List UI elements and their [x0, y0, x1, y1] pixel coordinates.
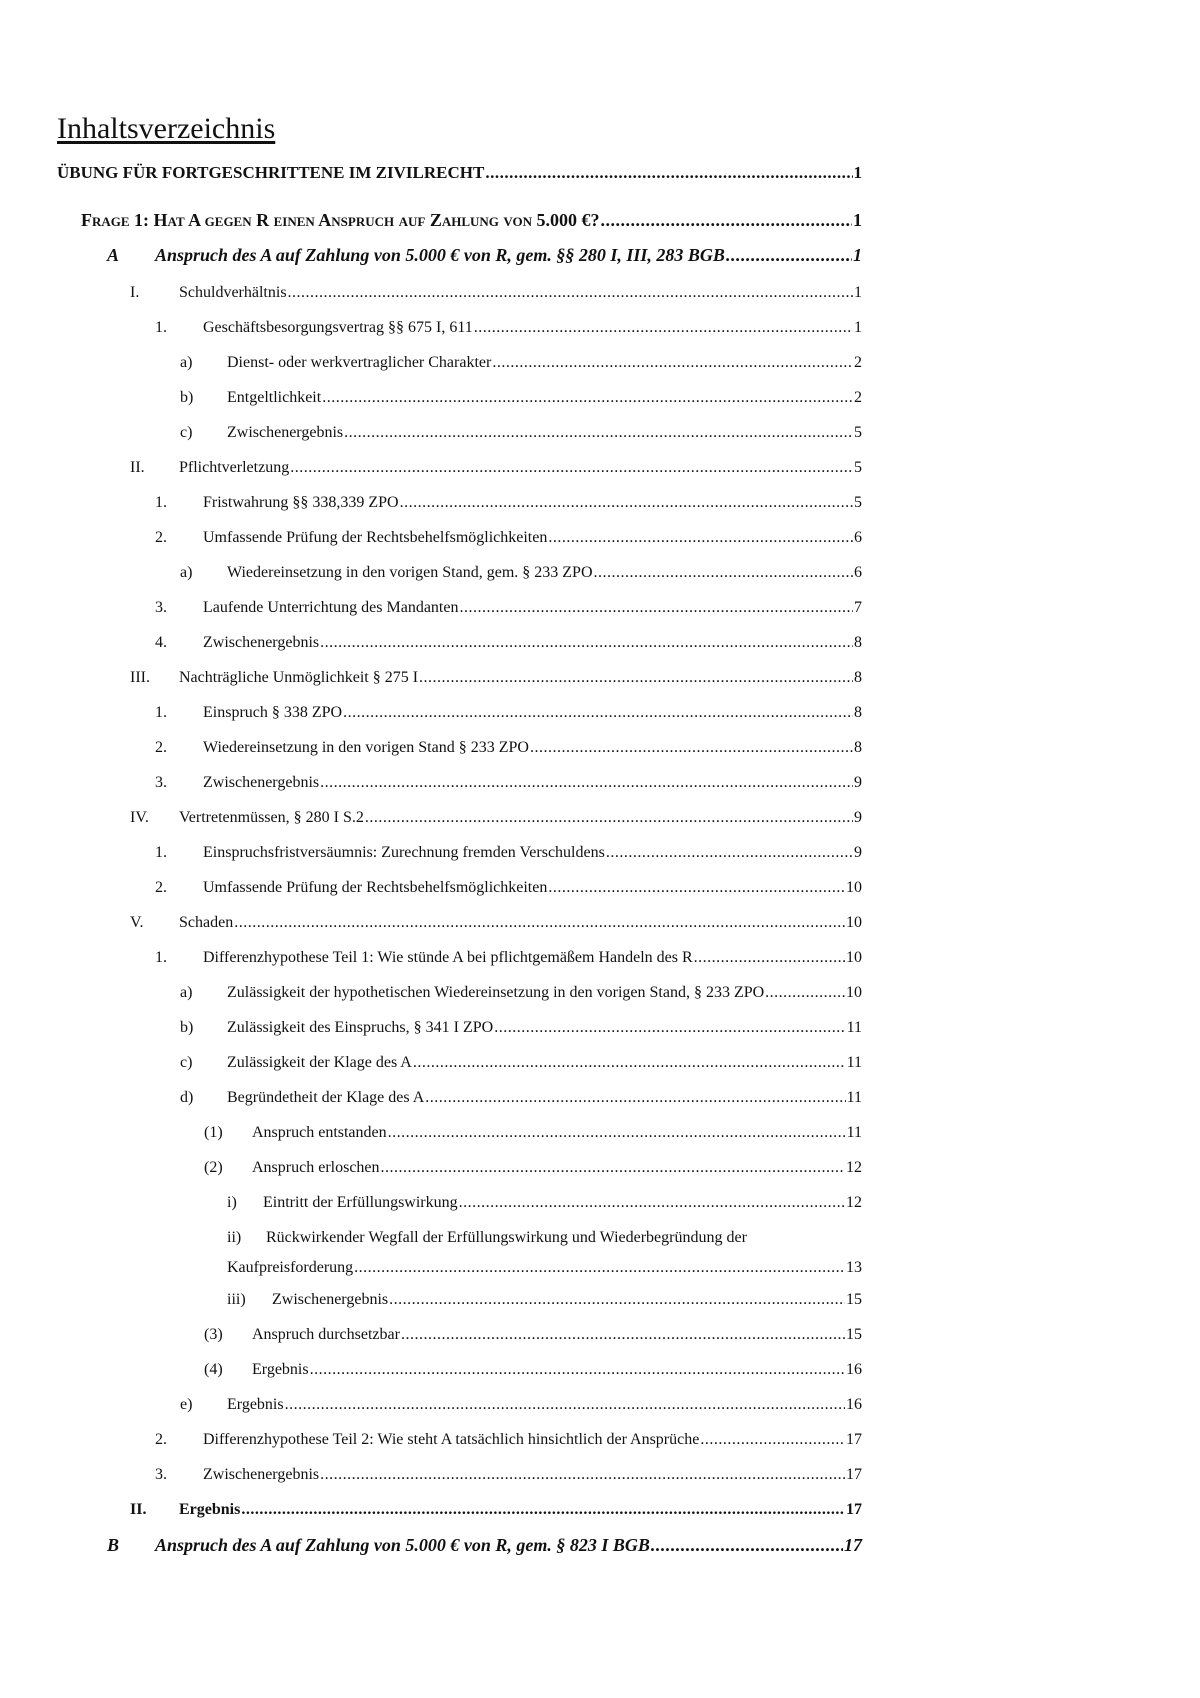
- toc-entry[interactable]: [179, 808, 862, 828]
- toc-entry-number: 1.: [155, 844, 167, 861]
- toc-entry[interactable]: [203, 878, 862, 898]
- toc-page-number: 5: [854, 459, 862, 476]
- toc-dot-leader: [322, 388, 853, 408]
- toc-dot-leader: [343, 703, 853, 723]
- toc-page-number: 1: [853, 163, 862, 182]
- toc-entry-text: Pflichtverletzung: [179, 459, 290, 476]
- toc-entry-text: Umfassende Prüfung der Rechtsbehelfsmöglichkeiten: [203, 879, 548, 896]
- toc-dot-leader: [401, 1325, 845, 1345]
- toc-page-number: 8: [854, 739, 862, 756]
- toc-entry[interactable]: [227, 388, 862, 408]
- toc-dot-leader: [389, 1290, 845, 1310]
- toc-entry-number: (3): [204, 1326, 223, 1343]
- toc-entry-text: Anspruch durchsetzbar: [252, 1326, 400, 1343]
- toc-entry-number: V.: [130, 914, 144, 931]
- toc-dot-leader: [285, 1395, 845, 1415]
- toc-entry[interactable]: [203, 703, 862, 723]
- toc-page-number: 8: [854, 634, 862, 651]
- toc-page-number: 9: [854, 844, 862, 861]
- toc-dot-leader: [419, 668, 853, 688]
- toc-entry[interactable]: [227, 1053, 862, 1073]
- toc-page-number: 10: [846, 949, 862, 966]
- toc-dot-leader: [365, 808, 853, 828]
- toc-dot-leader: [413, 1053, 846, 1073]
- toc-entry-text: Dienst- oder werkvertraglicher Charakter: [227, 354, 492, 371]
- toc-entry[interactable]: [155, 1535, 862, 1555]
- toc-dot-leader: [288, 283, 853, 303]
- toc-entry-text: Einspruchsfristversäumnis: Zurechnung fremden Verschuldens: [203, 844, 605, 861]
- toc-page-number: 2: [854, 389, 862, 406]
- toc-entry[interactable]: [252, 1325, 862, 1345]
- toc-page-number: 11: [846, 1124, 862, 1141]
- toc-entry-number: i): [227, 1194, 237, 1211]
- toc-entry[interactable]: [203, 528, 862, 548]
- toc-dot-leader: [354, 1258, 845, 1278]
- toc-dot-leader: [651, 1535, 843, 1555]
- toc-entry-text: Ergebnis: [179, 1501, 241, 1518]
- toc-dot-leader: [234, 913, 845, 933]
- toc-entry-text: Zwischenergebnis: [227, 424, 344, 441]
- toc-entry-number: a): [180, 564, 193, 581]
- toc-page-number: 17: [846, 1466, 862, 1483]
- toc-page-number: 8: [854, 669, 862, 686]
- toc-entry-number: III.: [130, 669, 150, 686]
- toc-entry[interactable]: [179, 283, 862, 303]
- toc-page-number: 17: [846, 1431, 862, 1448]
- toc-entry-number: e): [180, 1396, 193, 1413]
- toc-entry-number: A: [107, 245, 120, 265]
- toc-entry[interactable]: [227, 563, 862, 583]
- toc-page-number: 8: [854, 704, 862, 721]
- toc-entry[interactable]: [203, 738, 862, 758]
- toc-dot-leader: [459, 1193, 845, 1213]
- toc-entry[interactable]: [179, 458, 862, 478]
- toc-entry-number: c): [180, 424, 193, 441]
- toc-entry-text: Begründetheit der Klage des A: [227, 1089, 425, 1106]
- toc-dot-leader: [700, 1430, 845, 1450]
- toc-entry[interactable]: [203, 1465, 862, 1485]
- toc-entry[interactable]: [203, 318, 862, 338]
- toc-entry[interactable]: [203, 1430, 862, 1450]
- toc-entry[interactable]: [227, 353, 862, 373]
- toc-entry-number: B: [107, 1535, 120, 1555]
- toc-entry[interactable]: [227, 1088, 862, 1108]
- toc-entry-text: Kaufpreisforderung: [227, 1259, 354, 1276]
- toc-dot-leader: [320, 633, 853, 653]
- toc-page-number: 6: [854, 529, 862, 546]
- toc-entry-text: Nachträgliche Unmöglichkeit § 275 I: [179, 669, 419, 686]
- toc-entry-text: Fristwahrung §§ 338,339 ZPO: [203, 494, 399, 511]
- toc-entry-number: a): [180, 354, 193, 371]
- toc-entry[interactable]: [272, 1290, 862, 1310]
- toc-page-number: 10: [846, 879, 862, 896]
- toc-entry-text: Zulässigkeit der hypothetischen Wiedereinsetzung in den vorigen Stand, § 233 ZPO: [227, 984, 765, 1001]
- toc-entry-text: Schuldverhältnis: [179, 284, 287, 301]
- toc-entry-text: Wiedereinsetzung in den vorigen Stand § 233 ZPO: [203, 739, 529, 756]
- toc-entry-text: Differenzhypothese Teil 1: Wie stünde A bei pflichtgemäßem Handeln des R: [203, 949, 693, 966]
- toc-entry-number: (1): [204, 1124, 223, 1141]
- toc-entry-text: Zwischenergebnis: [203, 774, 320, 791]
- toc-dot-leader: [241, 1500, 845, 1520]
- toc-entry[interactable]: [227, 1018, 862, 1038]
- toc-entry[interactable]: [252, 1158, 862, 1178]
- toc-entry-text: Ergebnis: [252, 1361, 309, 1378]
- toc-title: Inhaltsverzeichnis: [57, 112, 276, 145]
- toc-page-number: 17: [844, 1535, 862, 1555]
- toc-dot-leader: [381, 1158, 845, 1178]
- toc-dot-leader: [601, 210, 852, 230]
- toc-entry-text: Laufende Unterrichtung des Mandanten: [203, 599, 459, 616]
- toc-page-number: 9: [854, 809, 862, 826]
- toc-entry[interactable]: [179, 1500, 862, 1520]
- toc-entry[interactable]: [203, 633, 862, 653]
- toc-entry-number: 2.: [155, 879, 167, 896]
- toc-entry[interactable]: [155, 245, 862, 265]
- toc-dot-leader: [425, 1088, 845, 1108]
- toc-entry-number: ii): [227, 1229, 242, 1246]
- toc-dot-leader: [320, 1465, 845, 1485]
- toc-entry-number: 2.: [155, 529, 167, 546]
- toc-entry-text: Frage 1: Hat A gegen R einen Anspruch auf Zahlung von 5.000 €?: [81, 210, 600, 230]
- toc-entry[interactable]: [227, 423, 862, 443]
- toc-entry[interactable]: [263, 1193, 862, 1213]
- toc-entry[interactable]: [227, 1395, 862, 1415]
- toc-entry-number: b): [180, 1019, 194, 1036]
- toc-page-number: 16: [846, 1396, 862, 1413]
- toc-entry-text: Anspruch entstanden: [252, 1124, 387, 1141]
- toc-entry-text: ÜBUNG FÜR FORTGESCHRITTENE IM ZIVILRECHT: [57, 163, 485, 182]
- toc-entry-number: 4.: [155, 634, 167, 651]
- toc-entry-text: Vertretenmüssen, § 280 I S.2: [179, 809, 364, 826]
- toc-dot-leader: [485, 163, 852, 183]
- toc-entry-text: Entgeltlichkeit: [227, 389, 322, 406]
- toc-entry[interactable]: [252, 1123, 862, 1143]
- toc-entry[interactable]: [227, 983, 862, 1003]
- toc-page-number: 12: [846, 1194, 862, 1211]
- toc-entry-text: Umfassende Prüfung der Rechtsbehelfsmöglichkeiten: [203, 529, 548, 546]
- toc-dot-leader: [548, 878, 845, 898]
- toc-dot-leader: [344, 423, 853, 443]
- toc-entry-number: c): [180, 1054, 193, 1071]
- toc-dot-leader: [765, 983, 845, 1003]
- toc-page-number: 1: [853, 210, 862, 230]
- toc-page-number: 10: [846, 914, 862, 931]
- toc-entry-text: Differenzhypothese Teil 2: Wie steht A tatsächlich hinsichtlich der Ansprüche: [203, 1431, 700, 1448]
- toc-page-number: 2: [854, 354, 862, 371]
- toc-entry-number: II.: [130, 459, 145, 476]
- toc-dot-leader: [606, 843, 853, 863]
- toc-entry-text[interactable]: Rückwirkender Wegfall der Erfüllungswirkung und Wiederbegründung der: [266, 1229, 747, 1246]
- toc-dot-leader: [726, 245, 852, 265]
- toc-dot-leader: [290, 458, 853, 478]
- toc-page-number: 6: [854, 564, 862, 581]
- toc-entry-number: 1.: [155, 494, 167, 511]
- toc-page-number: 13: [846, 1259, 862, 1276]
- toc-page-number: 11: [846, 1019, 862, 1036]
- toc-dot-leader: [388, 1123, 846, 1143]
- toc-entry-number: 1.: [155, 949, 167, 966]
- toc-entry[interactable]: [203, 493, 862, 513]
- toc-entry[interactable]: [57, 163, 862, 183]
- toc-page-number: 1: [854, 319, 862, 336]
- toc-entry-text: Einspruch § 338 ZPO: [203, 704, 343, 721]
- toc-page-number: 16: [846, 1361, 862, 1378]
- toc-dot-leader: [400, 493, 853, 513]
- toc-page-number: 12: [846, 1159, 862, 1176]
- toc-page-number: 7: [854, 599, 862, 616]
- toc-entry[interactable]: [203, 773, 862, 793]
- toc-page-number: 10: [846, 984, 862, 1001]
- toc-entry-number: iii): [227, 1291, 246, 1308]
- toc-entry-number: 3.: [155, 774, 167, 791]
- toc-page-number: 15: [846, 1326, 862, 1343]
- toc-entry[interactable]: [227, 1258, 862, 1278]
- toc-dot-leader: [594, 563, 854, 583]
- toc-entry-number: 1.: [155, 704, 167, 721]
- toc-dot-leader: [548, 528, 853, 548]
- toc-entry-text: Zwischenergebnis: [203, 1466, 320, 1483]
- toc-entry[interactable]: [203, 598, 862, 618]
- toc-entry-number: d): [180, 1089, 194, 1106]
- toc-page-number: 1: [853, 245, 862, 265]
- toc-page-number: 15: [846, 1291, 862, 1308]
- toc-page-number: 11: [846, 1089, 862, 1106]
- toc-entry-number: I.: [130, 284, 140, 301]
- toc-entry-number: II.: [130, 1501, 147, 1518]
- toc-entry-text: Zulässigkeit der Klage des A: [227, 1054, 412, 1071]
- toc-entry-number: (4): [204, 1361, 223, 1378]
- toc-entry-text: Zwischenergebnis: [203, 634, 320, 651]
- toc-entry[interactable]: [252, 1360, 862, 1380]
- toc-entry[interactable]: [179, 668, 862, 688]
- toc-dot-leader: [494, 1018, 845, 1038]
- toc-entry[interactable]: [203, 948, 862, 968]
- toc-dot-leader: [492, 353, 853, 373]
- toc-entry-number: 3.: [155, 1466, 167, 1483]
- toc-entry-number: 2.: [155, 739, 167, 756]
- toc-entry-number: 2.: [155, 1431, 167, 1448]
- toc-entry-text: Eintritt der Erfüllungswirkung: [263, 1194, 458, 1211]
- toc-entry-text: Wiedereinsetzung in den vorigen Stand, gem. § 233 ZPO: [227, 564, 593, 581]
- toc-entry-number: a): [180, 984, 193, 1001]
- toc-entry-text: Anspruch des A auf Zahlung von 5.000 € von R, gem. § 823 I BGB: [155, 1535, 650, 1555]
- toc-entry-text: Zulässigkeit des Einspruchs, § 341 I ZPO: [227, 1019, 494, 1036]
- toc-entry-number: 3.: [155, 599, 167, 616]
- toc-entry-number: 1.: [155, 319, 167, 336]
- toc-entry[interactable]: [81, 210, 862, 230]
- toc-entry-text: Ergebnis: [227, 1396, 284, 1413]
- toc-entry[interactable]: [203, 843, 862, 863]
- toc-entry-text: Schaden: [179, 914, 234, 931]
- toc-entry-text: Anspruch erloschen: [252, 1159, 380, 1176]
- toc-dot-leader: [459, 598, 853, 618]
- toc-dot-leader: [310, 1360, 845, 1380]
- toc-entry-text: Zwischenergebnis: [272, 1291, 389, 1308]
- toc-page-number: 11: [846, 1054, 862, 1071]
- toc-entry-number: IV.: [130, 809, 149, 826]
- toc-page-number: 17: [846, 1501, 862, 1518]
- toc-entry[interactable]: [179, 913, 862, 933]
- toc-entry-text: Geschäftsbesorgungsvertrag §§ 675 I, 611: [203, 319, 473, 336]
- toc-dot-leader: [320, 773, 853, 793]
- toc-dot-leader: [474, 318, 853, 338]
- toc-page-number: 1: [854, 284, 862, 301]
- toc-entry-number: (2): [204, 1159, 223, 1176]
- toc-page-number: 5: [854, 424, 862, 441]
- toc-entry-number: b): [180, 389, 194, 406]
- toc-page-number: 5: [854, 494, 862, 511]
- toc-dot-leader: [694, 948, 845, 968]
- toc-page-number: 9: [854, 774, 862, 791]
- toc-dot-leader: [530, 738, 853, 758]
- toc-entry-text: Anspruch des A auf Zahlung von 5.000 € von R, gem. §§ 280 I, III, 283 BGB: [155, 245, 725, 265]
